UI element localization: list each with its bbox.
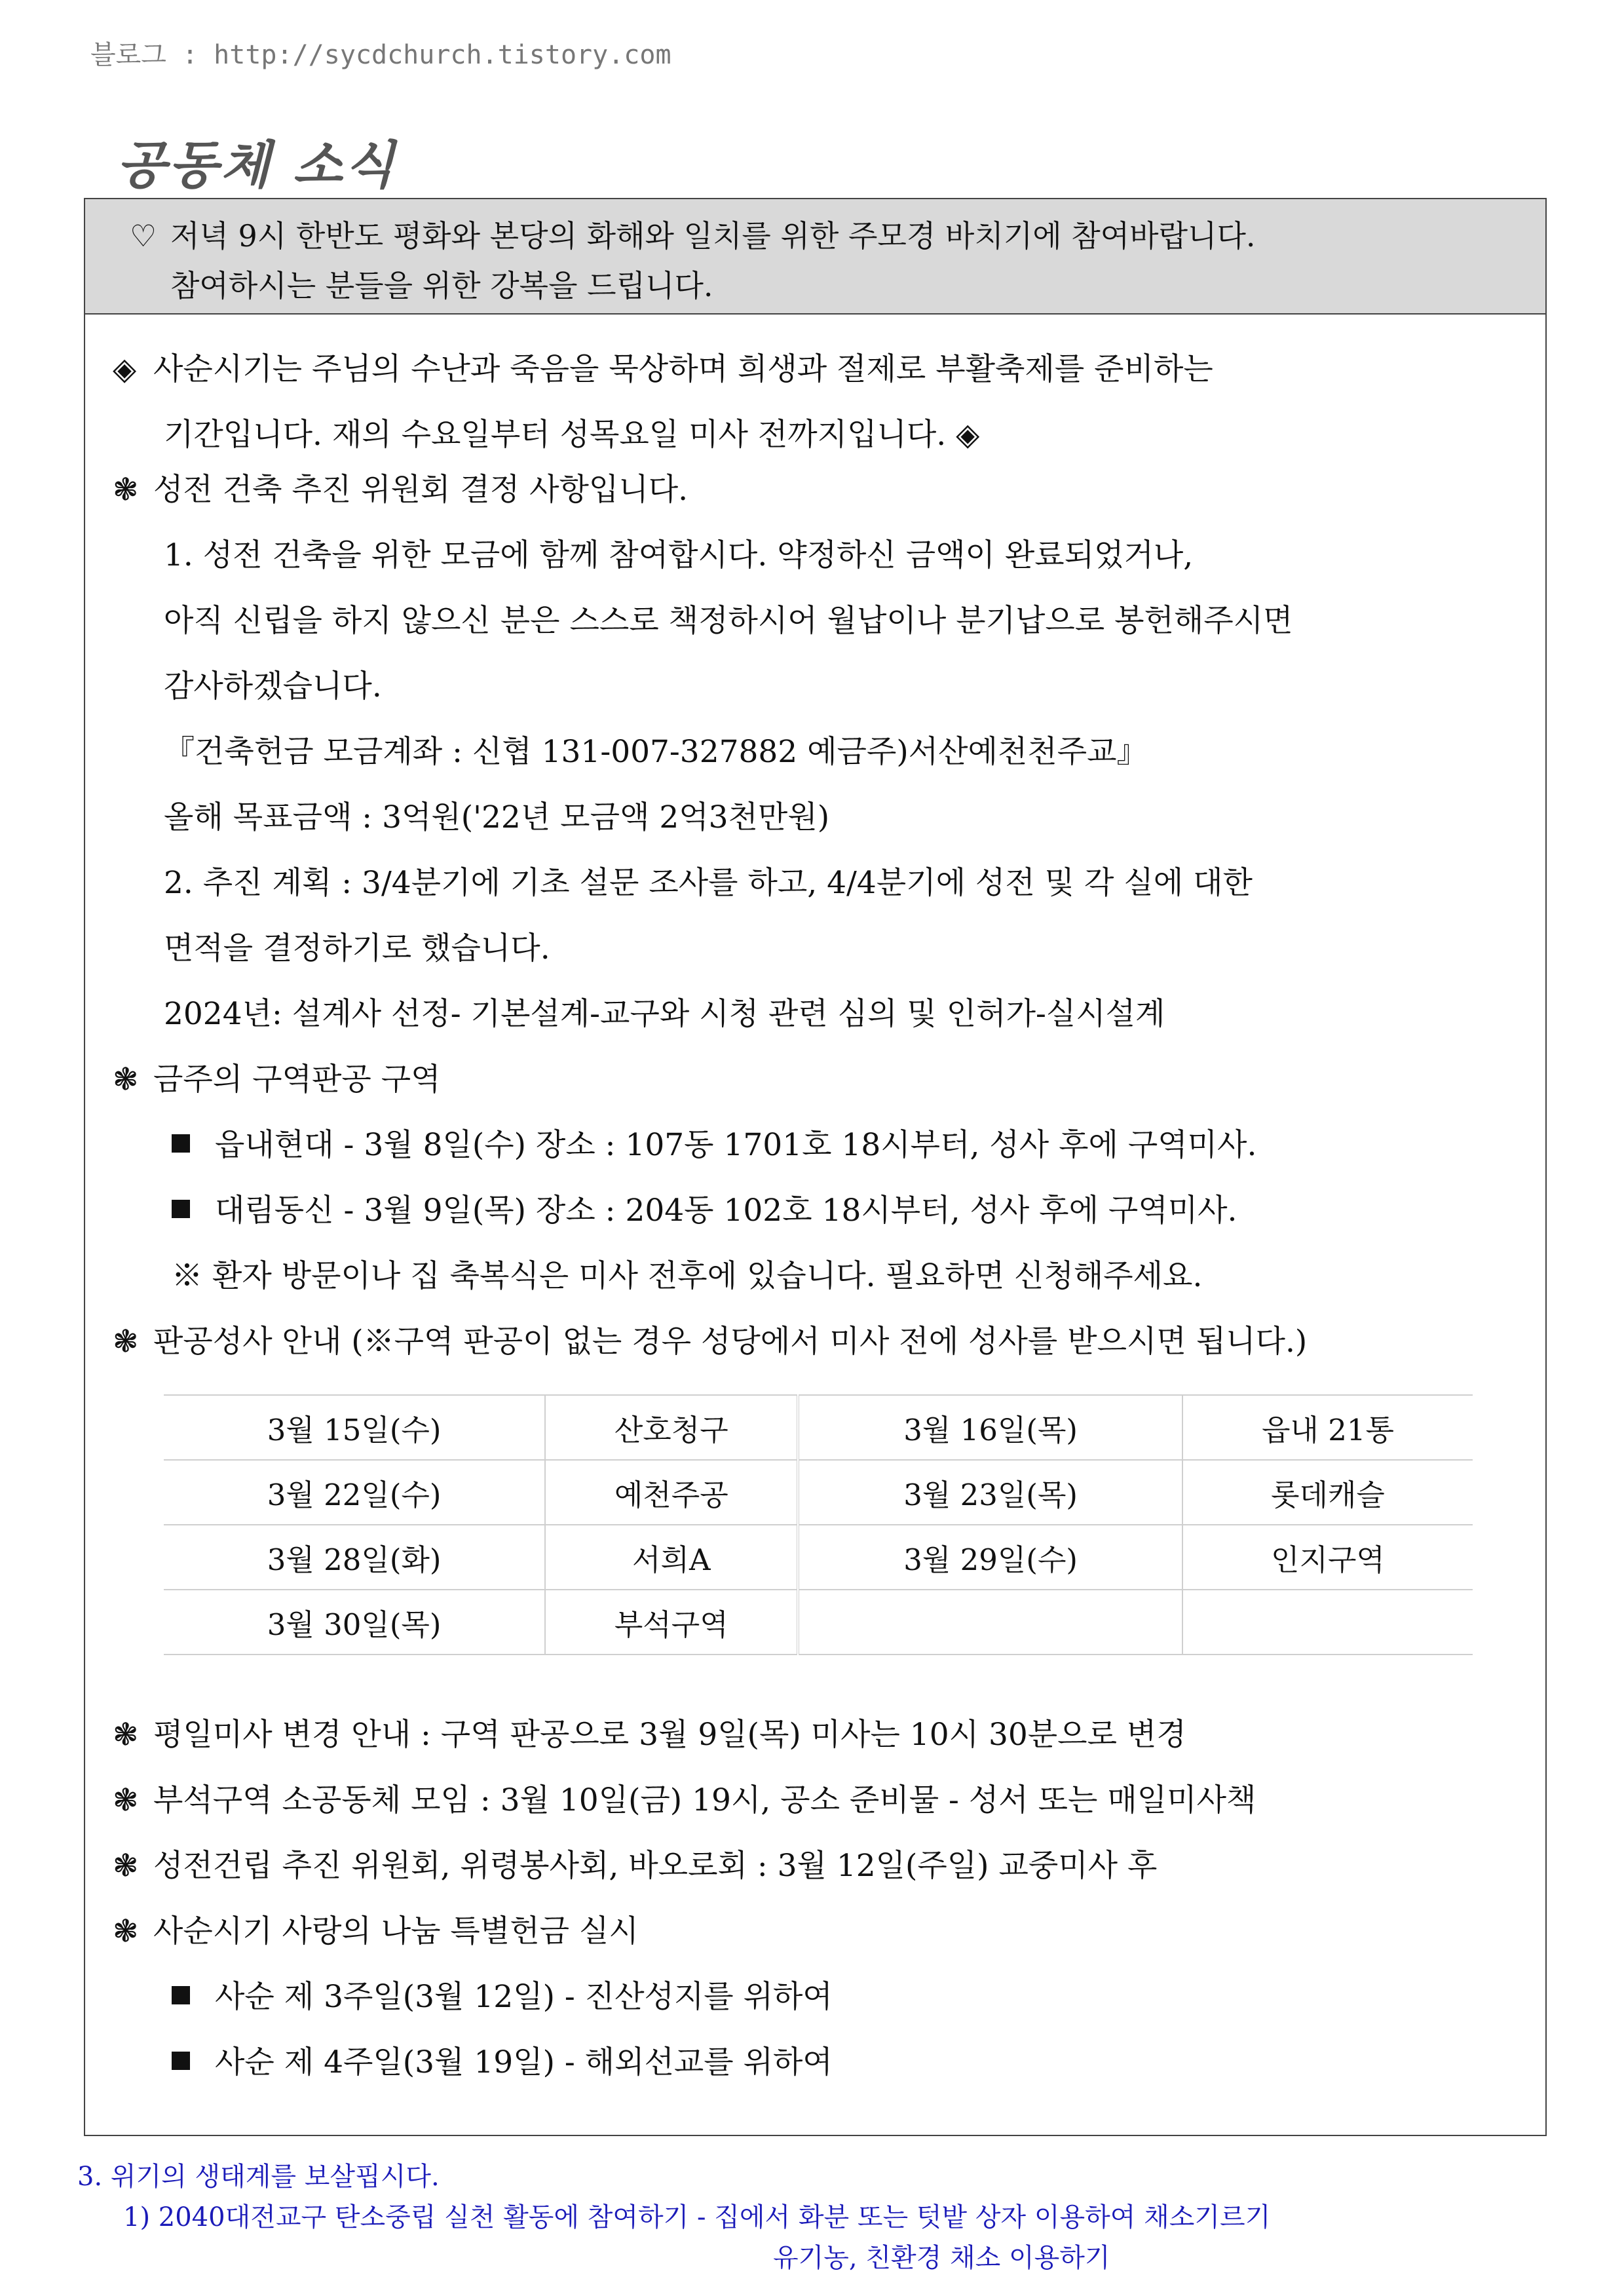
section-title: 공동체 소식 <box>117 136 397 195</box>
table-cell: 3월 28일(화) <box>164 1525 545 1590</box>
prayer-notice <box>85 199 1545 315</box>
notice-line-2: 참여하시는 분들을 위한 강복을 드립니다. <box>170 268 713 303</box>
table-row <box>164 1460 1473 1525</box>
building-line-5: 면적을 결정하기로 했습니다. <box>164 930 550 966</box>
square-bullet-icon <box>172 2052 190 2070</box>
building-line-1: 1. 성전 건축을 위한 모금에 함께 참여합시다. 약정하신 금액이 완료되었거나, <box>164 537 1194 573</box>
district-bullet-1: 읍내현대 - 3월 8일(수) 장소 : 107동 1701호 18시부터, 성사 후에 구역미사. <box>215 1127 1257 1163</box>
flower-bullet-icon: ❃ <box>113 1062 139 1098</box>
footer-line-1: 3. 위기의 생태계를 보살핍시다. <box>77 2162 440 2192</box>
building-title: 성전 건축 추진 위원회 결정 사항입니다. <box>153 472 689 508</box>
sharing-title: 사순시기 사랑의 나눔 특별헌금 실시 <box>153 1913 639 1949</box>
table-cell: 인지구역 <box>1182 1525 1473 1590</box>
table-row <box>164 1525 1473 1590</box>
lent-line-1: 사순시기는 주님의 수난과 죽음을 묵상하며 희생과 절제로 부활축제를 준비하는 <box>153 351 1213 387</box>
table-cell: 3월 15일(수) <box>164 1395 545 1460</box>
square-bullet-icon <box>172 1986 190 2004</box>
table-cell <box>798 1590 1182 1655</box>
notice-line-1: 저녁 9시 한반도 평화와 본당의 화해와 일치를 위한 주모경 바치기에 참여바랍니다. <box>170 218 1256 254</box>
flower-bullet-icon: ❃ <box>113 1848 139 1884</box>
table-row <box>164 1590 1473 1655</box>
district-bullet-2: 대림동신 - 3월 9일(목) 장소 : 204동 102호 18시부터, 성사 후에 구역미사. <box>215 1193 1237 1229</box>
table-cell: 부석구역 <box>545 1590 798 1655</box>
table-cell <box>1182 1590 1473 1655</box>
committee-meeting: 성전건립 추진 위원회, 위령봉사회, 바오로회 : 3월 12일(주일) 교중미사 후 <box>153 1848 1158 1884</box>
flower-bullet-icon: ❃ <box>113 1717 139 1753</box>
flower-bullet-icon: ❃ <box>113 1913 139 1949</box>
table-cell: 3월 16일(목) <box>798 1395 1182 1460</box>
confession-schedule-table <box>164 1394 1473 1655</box>
sharing-bullet-2: 사순 제 4주일(3월 19일) - 해외선교를 위하여 <box>215 2044 833 2080</box>
confession-title: 판공성사 안내 (※구역 판공이 없는 경우 성당에서 미사 전에 성사를 받으시면 됩니다.) <box>153 1324 1308 1360</box>
flower-bullet-icon: ❃ <box>113 1782 139 1818</box>
table-cell: 예천주공 <box>545 1460 798 1525</box>
table-cell: 3월 23일(목) <box>798 1460 1182 1525</box>
table-cell: 3월 30일(목) <box>164 1590 545 1655</box>
flower-bullet-icon: ❃ <box>113 1324 139 1360</box>
heart-outline-icon: ♡ <box>130 218 157 254</box>
lent-line-2: 기간입니다. 재의 수요일부터 성목요일 미사 전까지입니다. ◈ <box>164 417 980 453</box>
square-bullet-icon <box>172 1134 190 1153</box>
building-goal: 올해 목표금액 : 3억원('22년 모금액 2억3천만원) <box>164 799 830 835</box>
footer-line-2: 1) 2040대전교구 탄소중립 실천 활동에 참여하기 - 집에서 화분 또는 텃밭 상자 이용하여 채소기르기 <box>123 2202 1271 2232</box>
weekday-mass: 평일미사 변경 안내 : 구역 판공으로 3월 9일(목) 미사는 10시 30분으로 변경 <box>153 1717 1186 1753</box>
table-cell: 3월 29일(수) <box>798 1525 1182 1590</box>
square-bullet-icon <box>172 1200 190 1218</box>
table-cell: 롯데캐슬 <box>1182 1460 1473 1525</box>
buseok-meeting: 부석구역 소공동체 모임 : 3월 10일(금) 19시, 공소 준비물 - 성서 또는 매일미사책 <box>153 1782 1256 1818</box>
news-box <box>84 198 1547 2136</box>
table-cell: 산호청구 <box>545 1395 798 1460</box>
building-line-6: 2024년: 설계사 선정- 기본설계-교구와 시청 관련 심의 및 인허가-실시설계 <box>164 996 1165 1032</box>
footer-line-3: 유기농, 친환경 채소 이용하기 <box>773 2243 1110 2273</box>
building-account: 『건축헌금 모금계좌 : 신협 131-007-327882 예금주)서산예천천주교』 <box>164 734 1148 770</box>
flower-bullet-icon: ❃ <box>113 472 139 508</box>
table-cell: 서희A <box>545 1525 798 1590</box>
building-line-2: 아직 신립을 하지 않으신 분은 스스로 책정하시어 월납이나 분기납으로 봉헌해주시면 <box>164 603 1293 639</box>
building-line-4: 2. 추진 계획 : 3/4분기에 기초 설문 조사를 하고, 4/4분기에 성전 및 각 실에 대한 <box>164 865 1253 901</box>
district-note: ※ 환자 방문이나 집 축복식은 미사 전후에 있습니다. 필요하면 신청해주세요. <box>172 1258 1203 1294</box>
building-line-3: 감사하겠습니다. <box>164 668 382 704</box>
table-row <box>164 1395 1473 1460</box>
blog-url: 블로그 : http://sycdchurch.tistory.com <box>90 40 671 70</box>
sharing-bullet-1: 사순 제 3주일(3월 12일) - 진산성지를 위하여 <box>215 1979 833 2015</box>
table-cell: 3월 22일(수) <box>164 1460 545 1525</box>
diamond-bullet-icon: ◈ <box>113 351 137 387</box>
district-title: 금주의 구역판공 구역 <box>153 1062 441 1098</box>
table-cell: 읍내 21통 <box>1182 1395 1473 1460</box>
